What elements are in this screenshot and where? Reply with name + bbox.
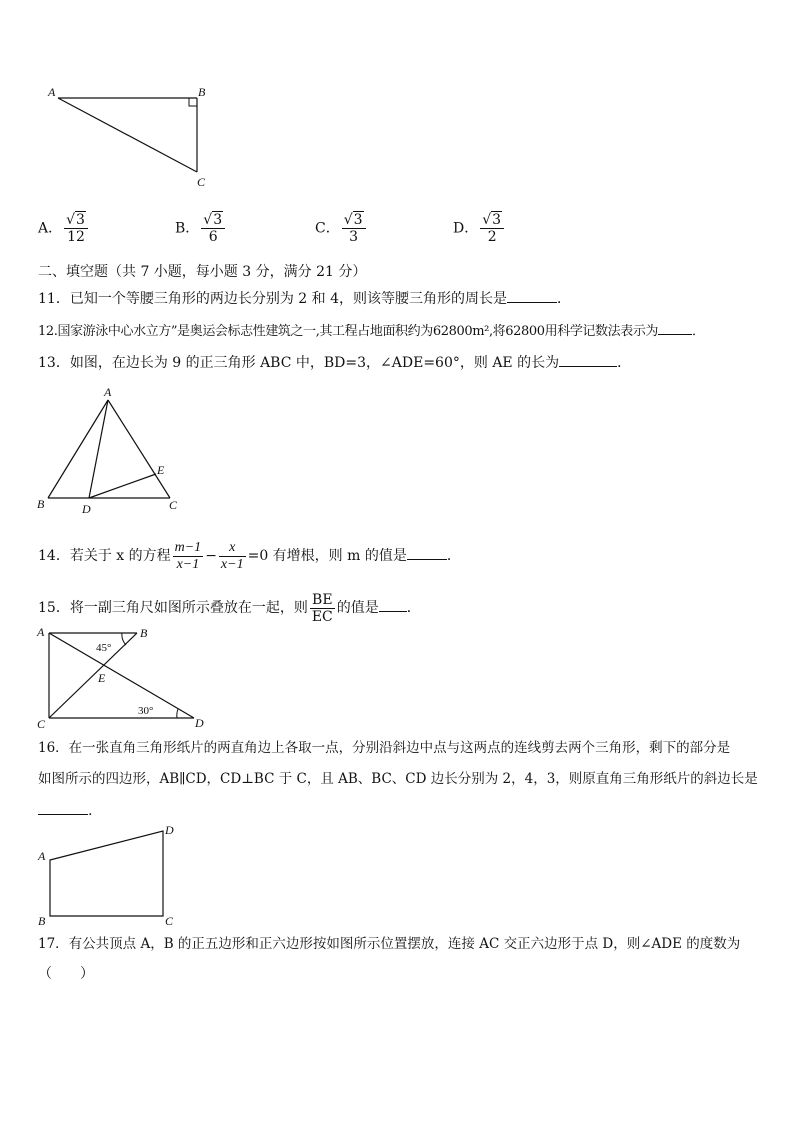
question-14-text: 14．若关于 x 的方程	[38, 548, 171, 564]
label-d: D	[165, 823, 174, 837]
question-13	[38, 353, 631, 373]
option-c[interactable]	[315, 212, 368, 245]
label-b: B	[198, 85, 206, 99]
question-16-end: .	[88, 803, 93, 819]
figure-trapezoid	[30, 818, 200, 930]
question-15-text-post: 的值是	[336, 600, 379, 616]
question-12-text: 12.国家游泳中心水立方”是奥运会标志性建筑之一,其工程占地面积约为62800m²,将62800用科学记数法表示为	[38, 324, 659, 339]
answer-blank[interactable]	[559, 354, 617, 367]
answer-blank[interactable]	[507, 290, 557, 303]
question-17-line-2: （ ）	[38, 966, 94, 982]
figure-right-triangle	[40, 80, 220, 195]
question-15-text: 15．将一副三角尺如图所示叠放在一起，则	[38, 600, 308, 616]
figure-set-squares	[30, 622, 220, 734]
label-a: A	[37, 625, 45, 639]
label-b: B	[140, 626, 148, 640]
option-letter: A．	[38, 220, 63, 237]
question-13-end: ．	[617, 355, 632, 371]
question-16-line-1: 16．在一张直角三角形纸片的两直角边上各取一点，分别沿斜边中点与这两点的连线剪去两个三角形，剩下的部分是	[38, 740, 731, 756]
option-fraction: $\frac{√3}{12}$	[64, 212, 88, 245]
label-b: B	[37, 497, 45, 511]
option-letter: D．	[453, 220, 479, 237]
question-12	[38, 322, 705, 342]
fraction-2: $\frac{x}{x-1}$	[220, 539, 244, 572]
label-a: A	[104, 385, 112, 399]
question-15-end: ．	[406, 600, 421, 616]
section-heading: 二、填空题（共 7 小题，每小题 3 分，满分 21 分）	[38, 264, 367, 280]
question-13-text: 13．如图，在边长为 9 的正三角形 ABC 中，BD=3，∠ADE=60°，则 AE 的长为	[38, 355, 560, 371]
option-a[interactable]	[38, 212, 90, 245]
answer-blank[interactable]	[407, 547, 447, 560]
option-b[interactable]	[175, 212, 227, 245]
question-11-end: ．	[556, 291, 571, 307]
question-12-end: ．	[692, 324, 705, 339]
label-a: A	[48, 85, 56, 99]
label-a: A	[38, 849, 46, 863]
edge-ac	[58, 98, 197, 172]
question-17-line-1: 17．有公共顶点 A，B 的正五边形和正六边形按如图所示位置摆放，连接 AC 交正六边形于点 D，则∠ADE 的度数为	[38, 936, 741, 952]
right-angle-mark	[189, 98, 197, 106]
label-c: C	[169, 498, 178, 512]
option-letter: C．	[315, 220, 340, 237]
label-c: C	[197, 175, 206, 189]
label-d: D	[195, 716, 204, 730]
answer-blank[interactable]	[658, 322, 692, 335]
question-11	[38, 289, 571, 309]
option-fraction: $\frac{√3}{2}$	[480, 212, 504, 245]
angle-30-label: 30°	[138, 705, 154, 717]
answer-blank[interactable]	[379, 599, 407, 612]
fraction-1: $\frac{m-1}{x-1}$	[174, 539, 202, 572]
question-16-line-2: 如图所示的四边形，AB∥CD，CD⊥BC 于 C，且 AB、BC、CD 边长分别为 2，4，3，则原直角三角形纸片的斜边长是	[38, 771, 758, 787]
question-14	[38, 536, 461, 576]
figure-equilateral-triangle	[30, 380, 190, 520]
label-e: E	[98, 671, 106, 685]
option-letter: B．	[175, 220, 200, 237]
question-11-text: 11．已知一个等腰三角形的两边长分别为 2 和 4，则该等腰三角形的周长是	[38, 291, 507, 307]
angle-45-label: 45°	[96, 642, 112, 654]
minus-sign: −	[205, 548, 217, 564]
label-c: C	[165, 914, 174, 928]
label-c: C	[37, 717, 46, 731]
label-b: B	[38, 914, 46, 928]
label-d: D	[82, 502, 91, 516]
question-14-end: ．	[446, 548, 461, 564]
fraction-be-ec: $\frac{BE}{EC}$	[311, 591, 333, 625]
answer-blank[interactable]	[38, 802, 88, 815]
option-fraction: $\frac{√3}{6}$	[201, 212, 225, 245]
option-fraction: $\frac{√3}{3}$	[342, 212, 366, 245]
question-14-text-post: =0 有增根，则 m 的值是	[247, 548, 407, 564]
label-e: E	[157, 463, 165, 477]
option-d[interactable]	[453, 212, 506, 245]
